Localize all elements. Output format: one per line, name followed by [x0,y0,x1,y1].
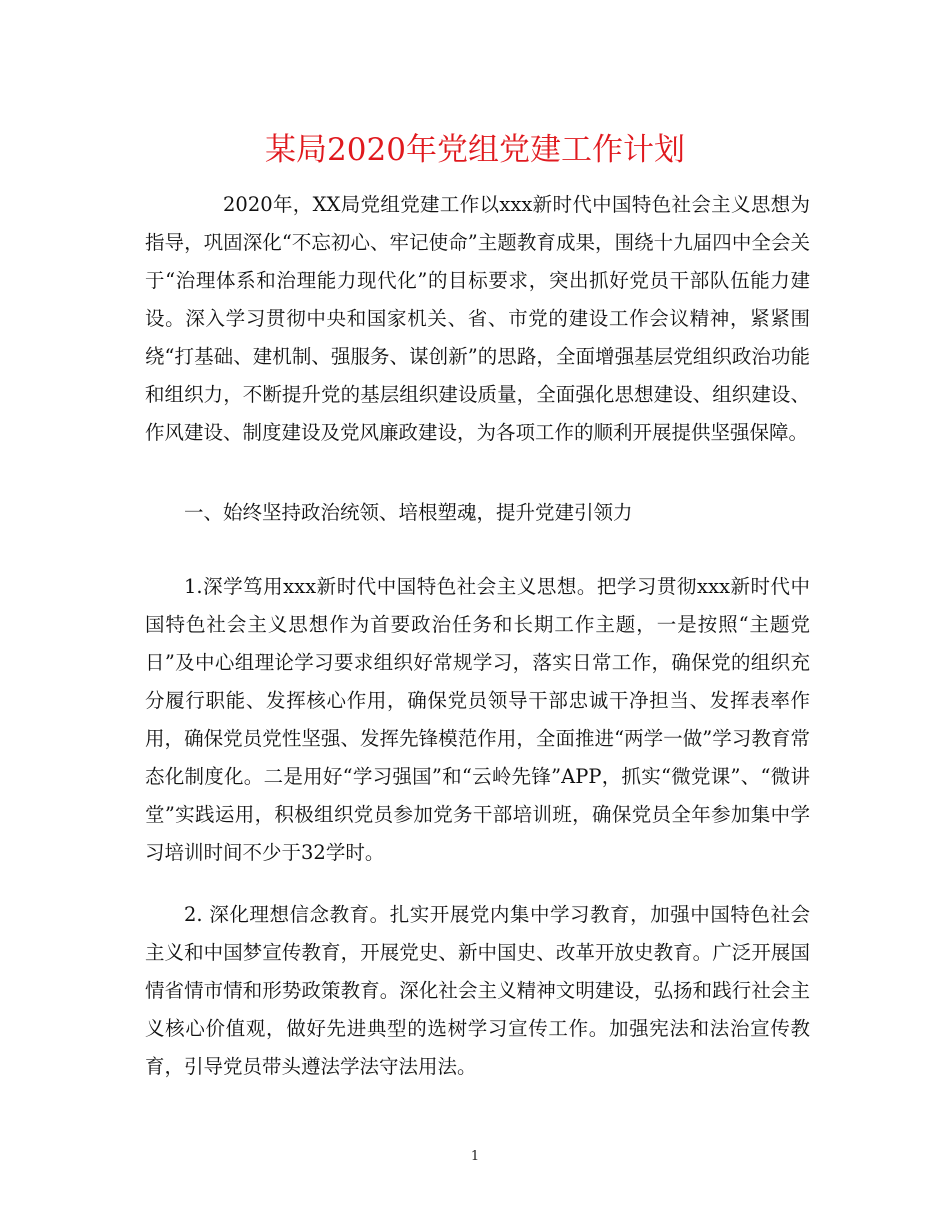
section-1-paragraph: 1.深学笃用xxx新时代中国特色社会主义思想。把学习贯彻xxx新时代中国特色社会主义思想作为首要政治任务和长期工作主题，一是按照“主题党日”及中心组理论学习要求组织好常规学习，落实日常工作，确保党的组织充分履行职能、发挥核心作用，确保党员领导干部忠诚干净担当、发挥表率作用，确保党员党性坚强、发挥先锋模范作用，全面推进“两学一做”学习教育常态化制度化。二是用好“学习强国”和“云岭先锋”APP，抓实“微党课”、“微讲堂”实践运用，积极组织党员参加党务干部培训班，确保党员全年参加集中学习培训时间不少于32学时。 [145,575,810,864]
section-heading-1: 一、始终坚持政治统领、培根塑魂，提升党建引领力 [184,501,633,524]
section-2-paragraph: 2. 深化理想信念教育。扎实开展党内集中学习教育，加强中国特色社会主义和中国梦宣传教育，开展党史、新中国史、改革开放史教育。广泛开展国情省情市情和形势政策教育。深化社会主义精神文明建设，弘扬和践行社会主义核心价值观，做好先进典型的选树学习宣传工作。加强宪法和法治宣传教育，引导党员带头遵法学法守法用法。 [145,903,810,1078]
document-title: 某局2020年党组党建工作计划 [265,132,685,168]
intro-paragraph: 2020年，XX局党组党建工作以xxx新时代中国特色社会主义思想为指导，巩固深化“不忘初心、牢记使命”主题教育成果，围绕十九届四中全会关于“治理体系和治理能力现代化”的目标要求，突出抓好党员干部队伍能力建设。深入学习贯彻中央和国家机关、省、市党的建设工作会议精神，紧紧围绕“打基础、建机制、强服务、谋创新”的思路，全面增强基层党组织政治功能和组织力，不断提升党的基层组织建设质量，全面强化思想建设、组织建设、作风建设、制度建设及党风廉政建设，为各项工作的顺利开展提供坚强保障。 [145,193,810,444]
page-number: 1 [470,1149,480,1164]
